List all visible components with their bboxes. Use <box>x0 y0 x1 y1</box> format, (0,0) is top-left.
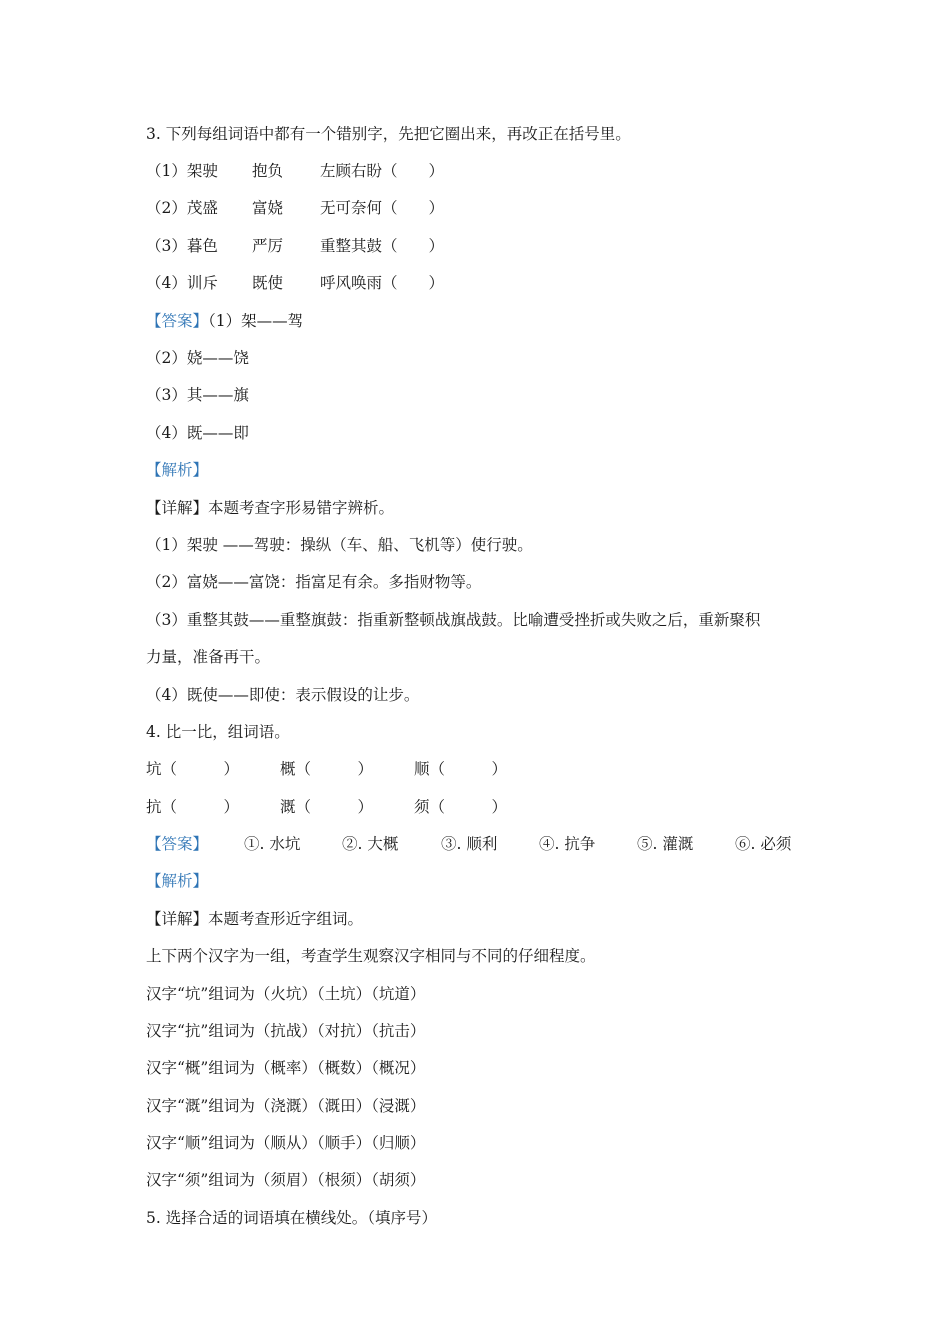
q4-row-1-item-3: 顺（ ） <box>414 760 508 778</box>
q3-row-3-word2: 严厉 <box>252 237 284 255</box>
q4-explain-2: 汉字“坑”组词为（火坑）（土坑）（坑道） <box>146 985 426 1003</box>
q3-row-1-label: （1）架驶 <box>146 162 218 180</box>
q3-row-2-label: （2）茂盛 <box>146 199 218 217</box>
q3-row-1 <box>146 161 444 181</box>
q4-explain-6: 汉字“顺”组词为（顺从）（顺手）（归顺） <box>146 1134 426 1152</box>
q3-explain-4: 力量，准备再干。 <box>146 648 271 666</box>
q3-answer-3: （3）其——旗 <box>146 386 249 404</box>
q3-explain-5: （4）既使——即使：表示假设的让步。 <box>146 686 420 704</box>
q3-detail: 【详解】本题考查字形易错字辨析。 <box>146 499 395 517</box>
q3-answer-line <box>146 311 303 331</box>
q4-row-2-item-2: 溉（ ） <box>280 798 374 816</box>
q3-explain-1: （1）架驶 ——驾驶：操纵（车、船、飞机等）使行驶。 <box>146 536 533 554</box>
q4-explain-3: 汉字“抗”组词为（抗战）（对抗）（抗击） <box>146 1022 426 1040</box>
q4-row-1-item-2: 概（ ） <box>280 760 374 778</box>
q4-answer-line <box>146 834 791 854</box>
q4-row-1-item-1: 坑（ ） <box>146 760 240 778</box>
q4-answer-5: ⑤. 灌溉 <box>637 835 694 853</box>
q3-answer-4: （4）既——即 <box>146 424 249 442</box>
q4-detail: 【详解】本题考查形近字组词。 <box>146 910 364 928</box>
q4-answer-3: ③. 顺利 <box>441 835 498 853</box>
q4-analysis-tag: 【解析】 <box>146 872 209 890</box>
q4-answer-6: ⑥. 必须 <box>735 835 792 853</box>
q3-row-3-word3: 重整其鼓（ ） <box>320 237 445 255</box>
q4-answer-2: ②. 大概 <box>342 835 399 853</box>
q3-answer-2: （2）娆——饶 <box>146 349 249 367</box>
q4-title: 4. 比一比，组词语。 <box>146 723 290 741</box>
q4-row-2-item-3: 须（ ） <box>414 798 508 816</box>
q4-explain-4: 汉字“概”组词为（概率）（概数）（概况） <box>146 1059 426 1077</box>
q3-explain-3: （3）重整其鼓——重整旗鼓：指重新整顿战旗战鼓。比喻遭受挫折或失败之后，重新聚积 <box>146 611 761 629</box>
q3-row-4 <box>146 273 444 293</box>
q3-analysis-tag: 【解析】 <box>146 461 209 479</box>
q4-answer-tag: 【答案】 <box>146 835 209 853</box>
q3-answer-tag: 【答案】 <box>146 312 209 330</box>
q3-row-4-word2: 既使 <box>252 274 284 292</box>
q5-title: 5. 选择合适的词语填在横线处。（填序号） <box>146 1209 437 1227</box>
q3-row-2-word2: 富娆 <box>252 199 284 217</box>
q4-explain-7: 汉字“须”组词为（须眉）（根须）（胡须） <box>146 1171 426 1189</box>
q4-answer-4: ④. 抗争 <box>539 835 596 853</box>
q3-row-4-word3: 呼风唤雨（ ） <box>320 274 445 292</box>
q3-explain-2: （2）富娆——富饶：指富足有余。多指财物等。 <box>146 573 482 591</box>
q3-row-1-word2: 抱负 <box>252 162 284 180</box>
q3-answer-1: （1）架——驾 <box>208 312 304 330</box>
q4-row-2 <box>146 797 507 817</box>
q4-explain-1: 上下两个汉字为一组，考查学生观察汉字相同与不同的仔细程度。 <box>146 947 596 965</box>
q4-answer-1: ①. 水坑 <box>244 835 301 853</box>
q4-explain-5: 汉字“溉”组词为（浇溉）（溉田）（浸溉） <box>146 1097 426 1115</box>
q4-row-2-item-1: 抗（ ） <box>146 798 240 816</box>
q3-row-3-label: （3）暮色 <box>146 237 218 255</box>
q3-row-4-label: （4）训斥 <box>146 274 218 292</box>
q3-row-1-word3: 左顾右盼（ ） <box>320 162 445 180</box>
q3-title: 3. 下列每组词语中都有一个错别字，先把它圈出来，再改正在括号里。 <box>146 125 631 143</box>
q4-row-1 <box>146 759 507 779</box>
q3-row-2 <box>146 198 444 218</box>
q3-row-3 <box>146 236 444 256</box>
q3-row-2-word3: 无可奈何（ ） <box>320 199 445 217</box>
